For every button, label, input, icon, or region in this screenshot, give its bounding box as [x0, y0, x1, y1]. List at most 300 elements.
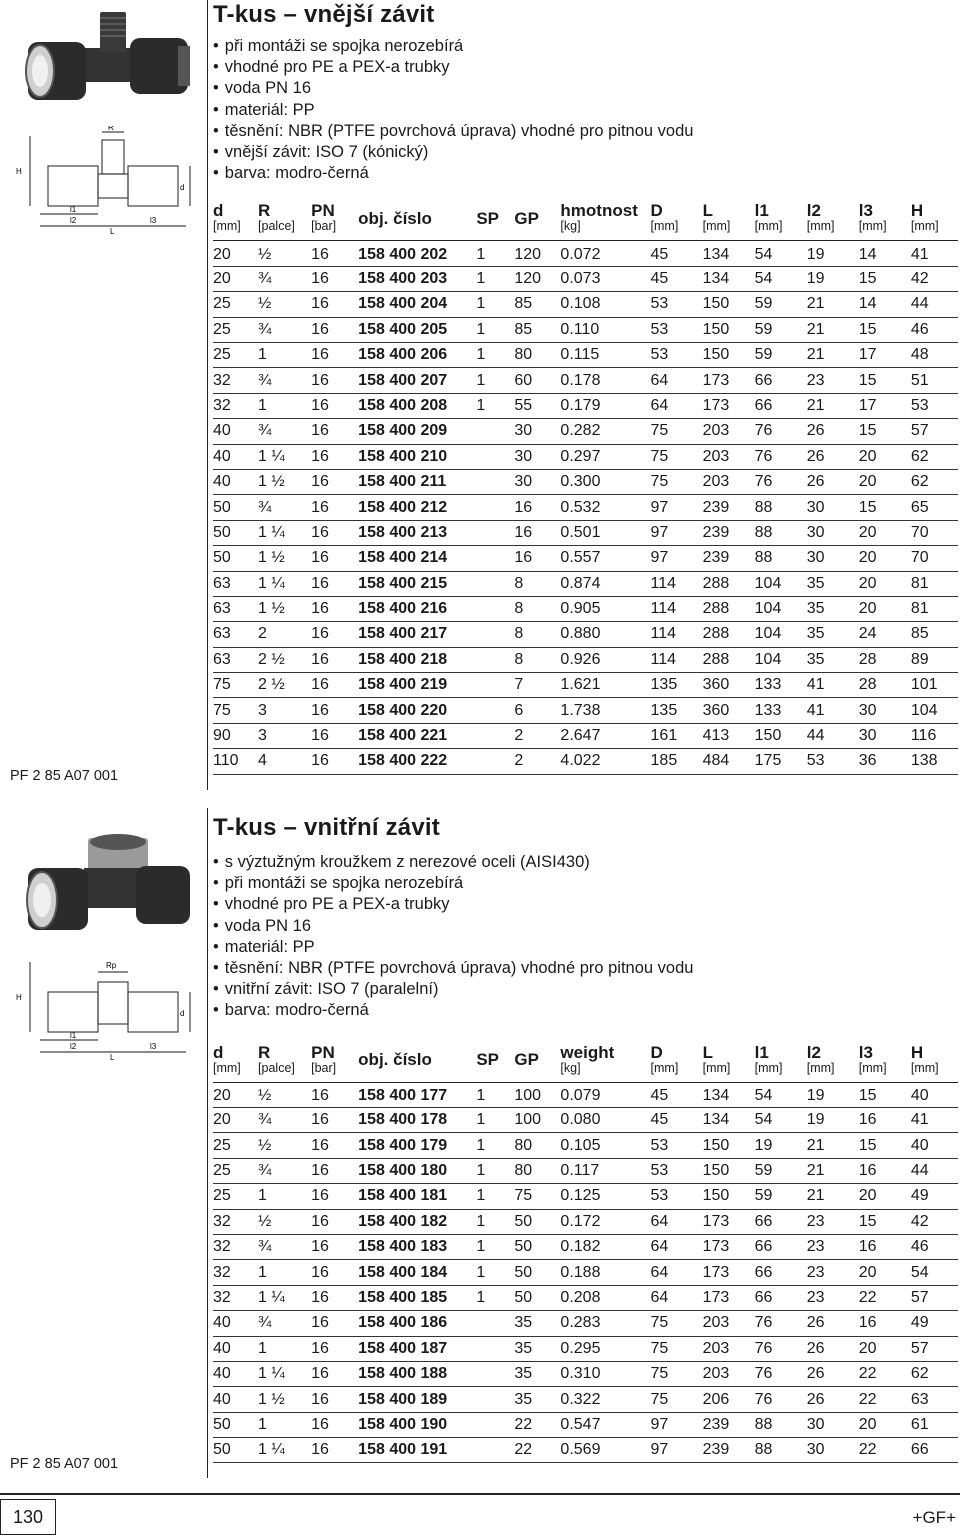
section2-images [0, 808, 207, 1478]
table-cell: ¾ [258, 1311, 311, 1336]
table-cell: 90 [213, 723, 258, 748]
column-header [514, 1040, 560, 1083]
table-cell: 30 [807, 546, 859, 571]
table-cell: 32 [213, 368, 258, 393]
table-cell: 161 [651, 723, 703, 748]
table-cell: 35 [807, 647, 859, 672]
table-cell: 1 [476, 292, 514, 317]
table-row [213, 1184, 958, 1209]
feature-item: • s výztužným kroužkem z nerezové oceli (AISI430) [213, 852, 960, 873]
table-row [213, 698, 958, 723]
column-header-label: d [213, 201, 224, 221]
table-row [213, 647, 958, 672]
table-cell: 51 [911, 368, 958, 393]
table-cell: 0.501 [560, 520, 650, 545]
table-cell: 104 [755, 571, 807, 596]
order-number-cell: 158 400 211 [358, 469, 476, 494]
column-header-label: PN [311, 201, 335, 221]
table-cell: 54 [755, 266, 807, 291]
table-row [213, 673, 958, 698]
section1-content [207, 0, 960, 775]
table-cell: 16 [311, 292, 358, 317]
table-cell: 45 [651, 1108, 703, 1133]
table-cell: 41 [911, 1108, 958, 1133]
column-header-unit: [mm] [213, 1060, 241, 1075]
column-header [311, 1040, 358, 1083]
feature-item: • barva: modro-černá [213, 1000, 960, 1021]
footer-rule [0, 1493, 960, 1495]
column-header-unit: [mm] [650, 1060, 679, 1075]
column-header [560, 198, 650, 241]
table-cell: 44 [911, 292, 958, 317]
table-cell: 16 [311, 520, 358, 545]
table-cell: 20 [859, 571, 911, 596]
table-cell: 101 [911, 673, 958, 698]
table-cell: 1 [258, 1336, 311, 1361]
table-cell [476, 469, 514, 494]
order-number-cell: 158 400 182 [358, 1209, 476, 1234]
table-cell: 16 [311, 1311, 358, 1336]
table-cell: 76 [755, 1387, 807, 1412]
table-cell: 97 [651, 520, 703, 545]
table-cell: 22 [859, 1438, 911, 1463]
table-cell: 2 [514, 749, 560, 774]
table-cell: 97 [651, 1438, 703, 1463]
table-cell: 22 [514, 1412, 560, 1437]
table-cell: 85 [514, 317, 560, 342]
table-cell: 1 [258, 342, 311, 367]
column-header-label: l2 [806, 1042, 821, 1062]
table-cell: ¾ [258, 317, 311, 342]
spec-table [213, 198, 958, 774]
column-header-label: l3 [858, 1042, 873, 1062]
table-cell: 1 [476, 368, 514, 393]
column-header-label: d [213, 1042, 224, 1062]
column-header [911, 198, 958, 241]
table-cell: 16 [859, 1108, 911, 1133]
drawing-label-h: H [16, 167, 22, 176]
table-row [213, 622, 958, 647]
column-header [311, 198, 358, 241]
column-header [258, 198, 311, 241]
table-cell: 0.172 [560, 1209, 650, 1234]
table-cell: 20 [859, 1412, 911, 1437]
table-cell: 1 [476, 1108, 514, 1133]
order-number-cell: 158 400 184 [358, 1260, 476, 1285]
table-cell: 0.080 [560, 1108, 650, 1133]
table-cell: 16 [311, 1285, 358, 1310]
column-header [358, 198, 476, 241]
table-cell: 0.072 [560, 241, 650, 266]
table-cell: 0.182 [560, 1234, 650, 1259]
table-cell: 1 ½ [258, 1387, 311, 1412]
column-header-unit: [bar] [311, 219, 337, 234]
table-cell: 26 [807, 469, 859, 494]
table-cell: 80 [514, 342, 560, 367]
table-cell: 100 [514, 1082, 560, 1107]
table-cell: 1 ¼ [258, 1438, 311, 1463]
table-cell: 41 [807, 673, 859, 698]
column-header [258, 1040, 311, 1083]
column-header [651, 1040, 703, 1083]
table-cell: 44 [807, 723, 859, 748]
table-cell: 54 [755, 241, 807, 266]
table-row [213, 444, 958, 469]
table-cell: 4.022 [560, 749, 650, 774]
column-header-label: obj. číslo [358, 208, 432, 228]
table-cell [476, 1336, 514, 1361]
column-header-unit: [mm] [858, 219, 887, 234]
table-cell: 26 [807, 1387, 859, 1412]
table-cell: 134 [703, 241, 755, 266]
table-cell: 2 ½ [258, 673, 311, 698]
table-cell: 104 [911, 698, 958, 723]
table-cell [476, 495, 514, 520]
table-cell: 0.300 [560, 469, 650, 494]
table-cell: 1 [476, 317, 514, 342]
table-cell: 16 [311, 1234, 358, 1259]
order-number-cell: 158 400 213 [358, 520, 476, 545]
table-cell: 1 ½ [258, 469, 311, 494]
table-cell: 20 [859, 1336, 911, 1361]
column-header [859, 198, 911, 241]
table-cell: 20 [859, 469, 911, 494]
table-cell: 75 [651, 444, 703, 469]
table-cell: 26 [807, 419, 859, 444]
table-cell: 16 [311, 266, 358, 291]
order-number-cell: 158 400 217 [358, 622, 476, 647]
table-cell: 16 [311, 368, 358, 393]
table-cell: 1 ¼ [258, 1361, 311, 1386]
table-cell: 57 [911, 1336, 958, 1361]
table-cell: 23 [807, 1209, 859, 1234]
table-cell: 20 [213, 266, 258, 291]
table-cell: 150 [703, 1133, 755, 1158]
table-cell: 22 [859, 1387, 911, 1412]
table-cell: 63 [213, 647, 258, 672]
column-header [651, 198, 703, 241]
table-cell: 35 [514, 1336, 560, 1361]
table-cell: 64 [651, 1234, 703, 1259]
table-cell: 75 [651, 419, 703, 444]
column-header-label: D [650, 201, 663, 221]
table-cell: 16 [311, 723, 358, 748]
table-cell: 0.282 [560, 419, 650, 444]
table-cell: 203 [703, 469, 755, 494]
table-cell: 3 [258, 723, 311, 748]
column-header [213, 198, 258, 241]
table-cell: 15 [859, 1209, 911, 1234]
table-cell: 64 [651, 368, 703, 393]
product-code: PF 2 85 A07 001 [10, 768, 119, 784]
table-cell: 60 [514, 368, 560, 393]
technical-drawing-female-thread [10, 952, 195, 1062]
table-cell: ½ [258, 1082, 311, 1107]
table-cell: 89 [911, 647, 958, 672]
column-header-unit: [mm] [910, 219, 939, 234]
technical-drawing-male-thread [10, 126, 195, 236]
column-header-label: GP [514, 208, 539, 228]
table-cell: 88 [755, 1412, 807, 1437]
brand-logo: +GF+ [912, 1508, 956, 1527]
table-cell: 150 [703, 1184, 755, 1209]
table-cell: 1 [476, 1133, 514, 1158]
table-cell: 203 [703, 419, 755, 444]
table-cell: 20 [859, 520, 911, 545]
table-cell: 15 [859, 495, 911, 520]
table-cell: 20 [859, 1260, 911, 1285]
table-cell: 20 [859, 546, 911, 571]
table-cell [476, 673, 514, 698]
table-cell: 138 [911, 749, 958, 774]
table-cell: ¾ [258, 368, 311, 393]
table-cell: 35 [807, 596, 859, 621]
section1-images [0, 0, 207, 790]
table-cell: 40 [213, 1361, 258, 1386]
table-cell: 1 [476, 1234, 514, 1259]
table-cell: 19 [807, 1082, 859, 1107]
table-cell: 59 [755, 292, 807, 317]
table-cell: 36 [859, 749, 911, 774]
table-cell: 116 [911, 723, 958, 748]
table-cell: 19 [807, 1108, 859, 1133]
table-cell [476, 749, 514, 774]
table-cell: 16 [311, 342, 358, 367]
table-row [213, 393, 958, 418]
feature-item: • materiál: PP [213, 100, 960, 121]
table-cell: 53 [651, 1158, 703, 1183]
table-cell: 85 [514, 292, 560, 317]
table-cell: 0.569 [560, 1438, 650, 1463]
table-cell: 133 [755, 673, 807, 698]
table-cell: 64 [651, 393, 703, 418]
table-cell: 59 [755, 1158, 807, 1183]
order-number-cell: 158 400 220 [358, 698, 476, 723]
table-cell: 22 [859, 1285, 911, 1310]
table-cell: 21 [807, 393, 859, 418]
table-cell: 173 [703, 1209, 755, 1234]
table-cell: 0.874 [560, 571, 650, 596]
table-cell: 16 [311, 1387, 358, 1412]
table-cell: 30 [807, 1412, 859, 1437]
table-cell: 14 [859, 292, 911, 317]
table-row [213, 1108, 958, 1133]
table-row [213, 495, 958, 520]
table-cell: 203 [703, 1336, 755, 1361]
column-header-label: R [258, 1042, 271, 1062]
table-cell: 63 [213, 622, 258, 647]
table-cell: 40 [213, 1311, 258, 1336]
column-header [703, 198, 755, 241]
table-cell: 40 [911, 1133, 958, 1158]
table-row [213, 520, 958, 545]
order-number-cell: 158 400 180 [358, 1158, 476, 1183]
feature-item: • materiál: PP [213, 937, 960, 958]
table-cell: 16 [311, 1133, 358, 1158]
feature-item: • barva: modro-černá [213, 163, 960, 184]
table-cell: 88 [755, 1438, 807, 1463]
table-cell: 0.110 [560, 317, 650, 342]
feature-item: • vnější závit: ISO 7 (kónický) [213, 142, 960, 163]
table-cell: 88 [755, 495, 807, 520]
table-cell: 54 [755, 1082, 807, 1107]
table-header-row [213, 198, 958, 241]
table-cell: 413 [703, 723, 755, 748]
table-cell: 16 [311, 673, 358, 698]
table-cell: 16 [311, 393, 358, 418]
table-cell: 0.179 [560, 393, 650, 418]
table-cell: ¾ [258, 1234, 311, 1259]
table-cell: 120 [514, 241, 560, 266]
table-cell: 54 [755, 1108, 807, 1133]
feature-list [207, 36, 960, 184]
table-cell: 21 [807, 1133, 859, 1158]
table-cell: 0.297 [560, 444, 650, 469]
table-cell: 8 [514, 596, 560, 621]
table-cell: 46 [911, 317, 958, 342]
table-cell: 40 [213, 1336, 258, 1361]
table-cell: 35 [514, 1361, 560, 1386]
column-header-label: PN [311, 1042, 335, 1062]
table-cell: 66 [755, 1260, 807, 1285]
feature-item: • těsnění: NBR (PTFE povrchová úprava) vhodné pro pitnou vodu [213, 958, 960, 979]
column-header-unit: [mm] [806, 1060, 835, 1075]
table-cell: 22 [514, 1438, 560, 1463]
table-cell: 57 [911, 1285, 958, 1310]
column-header [911, 1040, 958, 1083]
table-cell: 41 [911, 241, 958, 266]
table-cell: 80 [514, 1158, 560, 1183]
table-cell: 203 [703, 444, 755, 469]
table-cell [476, 622, 514, 647]
table-cell: 62 [911, 469, 958, 494]
feature-item: • těsnění: NBR (PTFE povrchová úprava) vhodné pro pitnou vodu [213, 121, 960, 142]
table-cell: 16 [311, 596, 358, 621]
column-header-label: l1 [754, 201, 769, 221]
table-cell: 100 [514, 1108, 560, 1133]
table-cell: 8 [514, 571, 560, 596]
order-number-cell: 158 400 205 [358, 317, 476, 342]
table-cell: 50 [514, 1234, 560, 1259]
order-number-cell: 158 400 222 [358, 749, 476, 774]
table-cell: 16 [514, 546, 560, 571]
table-cell: 15 [859, 1133, 911, 1158]
column-header-unit: [mm] [806, 219, 835, 234]
table-cell: ¾ [258, 1158, 311, 1183]
table-cell: 63 [213, 571, 258, 596]
table-cell: 75 [213, 698, 258, 723]
table-cell: 16 [311, 1260, 358, 1285]
table-cell [476, 419, 514, 444]
table-row [213, 1412, 958, 1437]
table-cell: 62 [911, 1361, 958, 1386]
table-cell: 104 [755, 622, 807, 647]
table-cell: 2 ½ [258, 647, 311, 672]
feature-item: • při montáži se spojka nerozebírá [213, 873, 960, 894]
table-cell: 97 [651, 1412, 703, 1437]
table-cell: 114 [651, 647, 703, 672]
table-cell: 19 [755, 1133, 807, 1158]
table-cell: 206 [703, 1387, 755, 1412]
drawing-label-l1: l1 [70, 1031, 77, 1040]
table-cell: 49 [911, 1311, 958, 1336]
table-cell: 88 [755, 546, 807, 571]
table-cell: 16 [514, 495, 560, 520]
table-cell: 70 [911, 520, 958, 545]
table-cell: 42 [911, 1209, 958, 1234]
table-cell: 45 [651, 241, 703, 266]
table-cell: 1 ¼ [258, 1285, 311, 1310]
order-number-cell: 158 400 212 [358, 495, 476, 520]
table-cell: 63 [911, 1387, 958, 1412]
table-cell: 288 [703, 571, 755, 596]
table-row [213, 1158, 958, 1183]
table-cell: 26 [807, 444, 859, 469]
table-cell: 1 [476, 1209, 514, 1234]
table-cell: 41 [807, 698, 859, 723]
table-cell: 16 [859, 1311, 911, 1336]
table-cell: 42 [911, 266, 958, 291]
column-header-unit: [mm] [754, 1060, 783, 1075]
table-cell: 1 [258, 1184, 311, 1209]
column-header-label: obj. číslo [358, 1050, 432, 1070]
table-cell: 16 [311, 1082, 358, 1107]
spec-table [213, 1040, 958, 1464]
table-cell: 50 [213, 495, 258, 520]
column-header [476, 1040, 514, 1083]
table-cell: 0.117 [560, 1158, 650, 1183]
table-cell: 53 [651, 342, 703, 367]
table-cell: 88 [755, 520, 807, 545]
table-cell: 0.880 [560, 622, 650, 647]
table-cell: 134 [703, 1082, 755, 1107]
column-header [755, 1040, 807, 1083]
table-cell: 0.178 [560, 368, 650, 393]
table-cell: 15 [859, 266, 911, 291]
column-header-unit: [palce] [258, 1060, 295, 1075]
table-row [213, 469, 958, 494]
table-cell: 0.532 [560, 495, 650, 520]
table-cell: 25 [213, 317, 258, 342]
table-cell [476, 546, 514, 571]
column-header [859, 1040, 911, 1083]
table-cell: 25 [213, 342, 258, 367]
column-header-label: GP [514, 1050, 539, 1070]
table-cell: 25 [213, 292, 258, 317]
table-cell: 15 [859, 419, 911, 444]
table-row [213, 1387, 958, 1412]
drawing-label-l3: l3 [150, 216, 157, 225]
table-cell: 114 [651, 571, 703, 596]
table-cell: 16 [311, 1184, 358, 1209]
table-cell: 40 [213, 1387, 258, 1412]
table-cell: 0.125 [560, 1184, 650, 1209]
order-number-cell: 158 400 207 [358, 368, 476, 393]
table-cell: 16 [859, 1234, 911, 1259]
table-row [213, 571, 958, 596]
table-cell: 1 [258, 1260, 311, 1285]
column-header-unit: [mm] [213, 219, 241, 234]
table-row [213, 723, 958, 748]
table-cell: ¾ [258, 419, 311, 444]
table-row [213, 1260, 958, 1285]
table-cell: 0.115 [560, 342, 650, 367]
table-cell: 16 [311, 495, 358, 520]
drawing-label-thread: Rp [106, 961, 117, 970]
table-cell: 0.322 [560, 1387, 650, 1412]
table-row [213, 1311, 958, 1336]
order-number-cell: 158 400 189 [358, 1387, 476, 1412]
